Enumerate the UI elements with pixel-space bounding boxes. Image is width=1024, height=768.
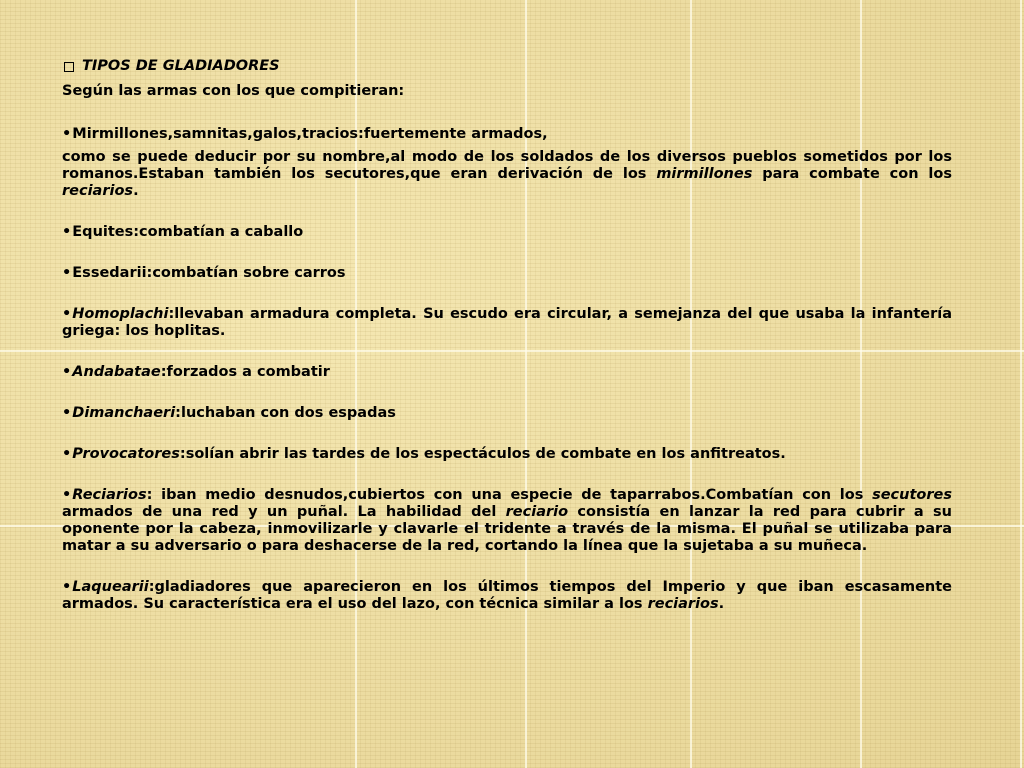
slide-content — [62, 58, 952, 613]
slide-subtitle: Según las armas con los que compitieran: — [62, 83, 405, 99]
slide-heading — [62, 58, 952, 75]
background-tile-seam — [1020, 0, 1022, 768]
list-item-essedarii: •Essedarii:combatían sobre carros — [62, 265, 346, 281]
list-item-dimanchaeri: •Dimanchaeri:luchaban con dos espadas — [62, 405, 396, 421]
list-item-provocatores: •Provocatores:solían abrir las tardes de los espectáculos de combate en los anfitreatos. — [62, 446, 786, 462]
checkbox-bullet-icon — [64, 62, 74, 72]
mirmillones-description: como se puede deducir por su nombre,al modo de los soldados de los diversos pueblos sometidos por los romanos.Estaban también los secutores,que eran derivación de los mirmillones para combate con los reciarios. — [62, 149, 952, 199]
list-item-homoplachi: •Homoplachi:llevaban armadura completa. Su escudo era circular, a semejanza del que usaba la infantería griega: los hoplitas. — [62, 306, 952, 339]
list-item-andabatae: •Andabatae:forzados a combatir — [62, 364, 330, 380]
list-item-mirmillones: •Mirmillones,samnitas,galos,tracios:fuertemente armados, como se puede deducir por su nombre,al modo de los soldados de los diversos pueblos sometidos por los romanos.Estaban también los secutores,que eran derivación de los mirmillones para combate con los reciarios. — [62, 126, 952, 199]
list-item-reciarios: •Reciarios: iban medio desnudos,cubiertos con una especie de taparrabos.Combatían con los secutores armados de una red y un puñal. La habilidad del reciario consistía en lanzar la red para cubrir a su oponente por la cabeza, inmovilizarle y clavarle el tridente a través de la misma. El puñal se utilizaba para matar a su adversario o para deshacerse de la red, cortando la línea que la sujetaba a su muñeca. — [62, 487, 952, 554]
list-item-equites: •Equites:combatían a caballo — [62, 224, 304, 240]
list-item-laquearii: •Laquearii:gladiadores que aparecieron en los últimos tiempos del Imperio y que iban escasamente armados. Su característica era el uso del lazo, con técnica similar a los reciarios. — [62, 579, 952, 612]
slide-title: TIPOS DE GLADIADORES — [82, 58, 280, 74]
